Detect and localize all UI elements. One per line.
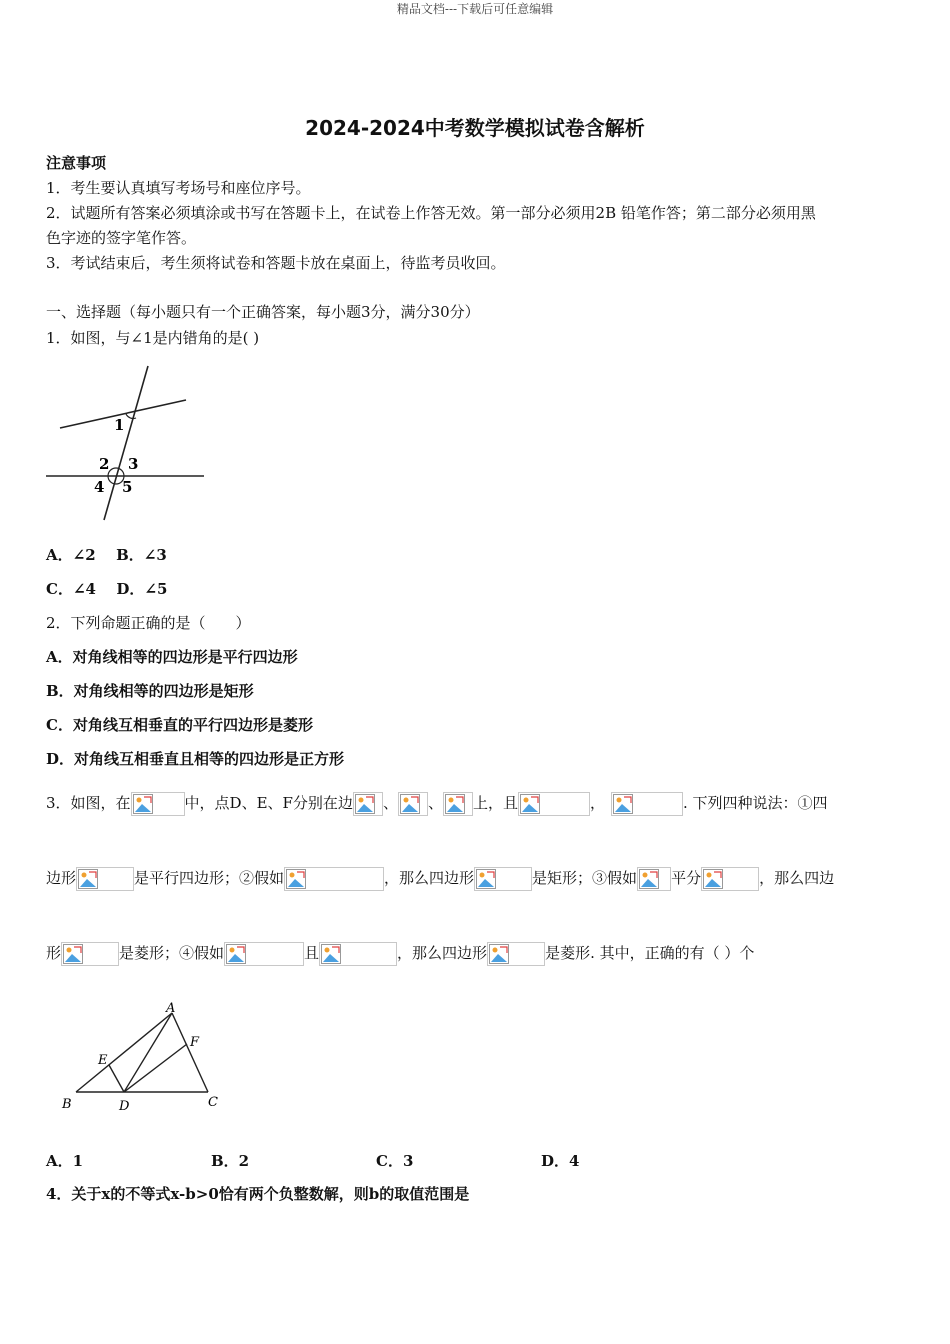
broken-image-icon — [518, 792, 590, 816]
section-heading: 一、选择题（每小题只有一个正确答案，每小题3分，满分30分） — [46, 303, 480, 321]
notice-heading: 注意事项 — [46, 154, 107, 172]
fig-label: 5 — [122, 478, 133, 496]
q3-text: 是平行四边形；②假如 — [134, 869, 285, 887]
q1-option-c: C．∠4 — [46, 580, 96, 598]
broken-image-icon — [443, 792, 473, 816]
q2-option-d: D．对角线互相垂直且相等的四边形是正方形 — [46, 750, 345, 768]
q3-option-b: B．2 — [211, 1152, 250, 1170]
q3-text: 中，点D、E、F分别在边 — [184, 794, 353, 812]
q2-option-b: B．对角线相等的四边形是矩形 — [46, 682, 254, 700]
q3-text: 3．如图，在 — [46, 794, 131, 812]
q3-text: 、 — [427, 794, 443, 812]
q3-row-2 — [46, 863, 834, 893]
broken-image-icon — [398, 792, 428, 816]
broken-image-icon — [701, 867, 759, 891]
q1-option-d: D．∠5 — [116, 580, 168, 598]
broken-image-icon — [284, 867, 384, 891]
q3-option-a: A．1 — [46, 1152, 84, 1170]
q2-stem: 2．下列命题正确的是（ ） — [46, 614, 251, 632]
q3-text: 上，且 — [472, 794, 518, 812]
q1-option-a: A．∠2 — [46, 546, 96, 564]
broken-image-icon — [61, 942, 119, 966]
fig-label: 4 — [94, 478, 105, 496]
q3-text: ，那么四边形 — [384, 869, 475, 887]
q3-row-3 — [46, 938, 754, 968]
broken-image-icon — [224, 942, 304, 966]
fig-label: D — [119, 1099, 130, 1114]
fig-label: 3 — [128, 455, 139, 473]
fig-label: E — [98, 1053, 108, 1068]
q1-stem: 1．如图，与∠1是内错角的是( ) — [46, 329, 260, 347]
fig-label: 2 — [99, 455, 110, 473]
q2-option-c: C．对角线互相垂直的平行四边形是菱形 — [46, 716, 313, 734]
broken-image-icon — [76, 867, 134, 891]
broken-image-icon — [637, 867, 671, 891]
fig-label: 1 — [114, 416, 125, 434]
q1-angle-figure — [44, 362, 210, 524]
notice-item: 2．试题所有答案必须填涂或书写在答题卡上，在试卷上作答无效。第一部分必须用2B 铅笔作答；第二部分必须用黑 — [46, 204, 816, 222]
notice-item: 3．考试结束后，考生须将试卷和答题卡放在桌面上，待监考员收回。 — [46, 254, 506, 272]
q3-text: 是菱形. 其中，正确的有（ ）个 — [545, 944, 755, 962]
broken-image-icon — [319, 942, 397, 966]
broken-image-icon — [611, 792, 683, 816]
notice-item: 色字迹的签字笔作答。 — [46, 229, 197, 247]
q3-text: 平分 — [671, 869, 702, 887]
q3-text: 且 — [304, 944, 320, 962]
fig-label: C — [208, 1095, 218, 1110]
q3-text: 是矩形；③假如 — [532, 869, 638, 887]
q3-text: 是菱形；④假如 — [119, 944, 225, 962]
q3-text: ，那么四边形 — [397, 944, 488, 962]
q3-row-1 — [46, 788, 828, 818]
q3-text: . 下列四种说法：①四 — [683, 794, 828, 812]
q1-option-b: B．∠3 — [116, 546, 167, 564]
q3-text: ，那么四边 — [759, 869, 835, 887]
document-title: 2024-2024中考数学模拟试卷含解析 — [305, 116, 645, 140]
q3-text: 形 — [46, 944, 62, 962]
q3-option-c: C．3 — [376, 1152, 414, 1170]
broken-image-icon — [474, 867, 532, 891]
broken-image-icon — [353, 792, 383, 816]
page-header: 精品文档---下载后可任意编辑 — [396, 2, 554, 16]
broken-image-icon — [487, 942, 545, 966]
q2-option-a: A．对角线相等的四边形是平行四边形 — [46, 648, 298, 666]
notice-item: 1．考生要认真填写考场号和座位序号。 — [46, 179, 311, 197]
fig-label: F — [190, 1035, 200, 1050]
q4-stem: 4．关于x的不等式x-b>0恰有两个负整数解，则b的取值范围是 — [46, 1185, 470, 1203]
broken-image-icon — [131, 792, 185, 816]
fig-label: A — [166, 1001, 176, 1016]
q3-text: ， — [589, 794, 605, 812]
q3-text: 边形 — [46, 869, 77, 887]
q3-triangle-figure — [56, 996, 228, 1118]
fig-label: B — [62, 1097, 72, 1112]
q3-text: 、 — [382, 794, 398, 812]
q3-option-d: D．4 — [541, 1152, 580, 1170]
